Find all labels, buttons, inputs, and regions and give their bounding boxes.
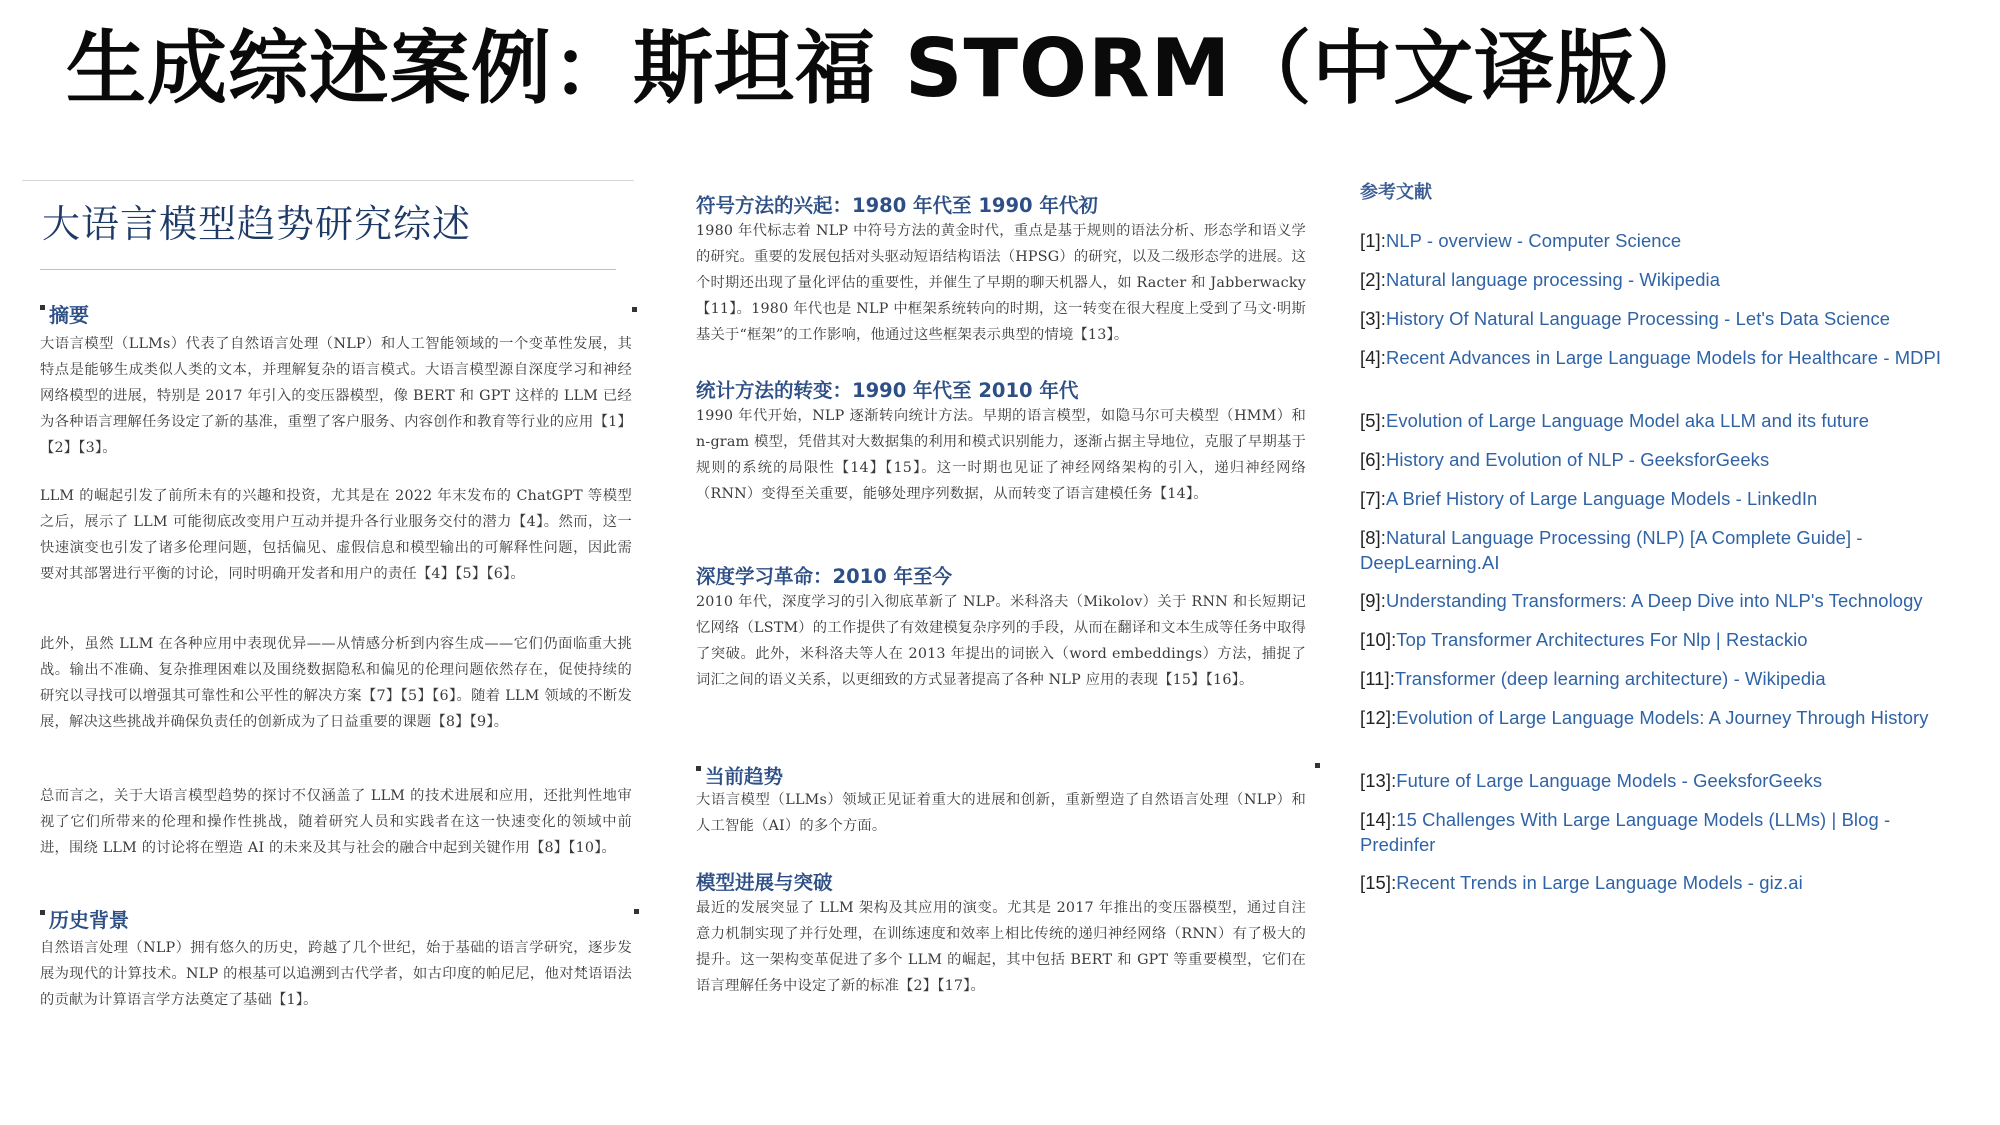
reference-link[interactable]: [3]:History Of Natural Language Processing - Let's Data Science <box>1360 308 1891 329</box>
margin-marker <box>634 909 639 914</box>
reference-link[interactable]: [4]:Recent Advances in Large Language Models for Healthcare - MDPI <box>1360 347 1942 368</box>
document-page-middle <box>692 165 1312 1005</box>
section-heading-statistical: 统计方法的转变：1990 年代至 2010 年代 <box>696 379 1079 402</box>
reference-link[interactable]: [15]:Recent Trends in Large Language Models - giz.ai <box>1360 872 1803 893</box>
margin-marker <box>632 307 637 312</box>
reference-link[interactable]: [5]:Evolution of Large Language Model aka LLM and its future <box>1360 410 1870 431</box>
abstract-paragraph-1: 大语言模型（LLMs）代表了自然语言处理（NLP）和人工智能领域的一个变革性发展，其特点是能够生成类似人类的文本，并理解复杂的语言模式。大语言模型源自深度学习和神经网络模型的进展，特别是 2017 年引入的变压器模型，像 BERT 和 GPT 这样的 LLM 已经为各种语言理解任务设定了新的基准，重塑了客户服务、内容创作和教育等行业的应用【1】【2】【3】。 <box>40 336 632 456</box>
reference-link[interactable]: [10]:Top Transformer Architectures For Nlp | Restackio <box>1360 629 1808 650</box>
reference-link[interactable]: [7]:A Brief History of Large Language Models - LinkedIn <box>1360 488 1818 509</box>
section-heading-current-trends: 当前趋势 <box>696 761 783 789</box>
reference-link[interactable]: [2]:Natural language processing - Wikipedia <box>1360 269 1721 290</box>
section-paragraph-symbolic: 1980 年代标志着 NLP 中符号方法的黄金时代，重点是基于规则的语法分析、形态学和语义学的研究。重要的发展包括对头驱动短语结构语法（HPSG）的研究，以及二级形态学的进展。这个时期还出现了量化评估的重要性，并催生了早期的聊天机器人，如 Racter 和 Jabberwacky【11】。1980 年代也是 NLP 中框架系统转向的时期，这一转变在很大程度上受到了马文·明斯基关于“框架”的工作影响，他通过这些框架表示典型的情境【13】。 <box>696 223 1306 343</box>
section-paragraph-model-progress: 最近的发展突显了 LLM 架构及其应用的演变。尤其是 2017 年推出的变压器模型，通过自注意力机制实现了并行处理，在训练速度和效率上相比传统的递归神经网络（RNN）有了极大的提升。这一架构变革促进了多个 LLM 的崛起，其中包括 BERT 和 GPT 等重要模型，它们在语言理解任务中设定了新的标准【2】【17】。 <box>696 900 1306 994</box>
section-heading-symbolic: 符号方法的兴起：1980 年代至 1990 年代初 <box>696 194 1098 217</box>
reference-link[interactable]: [9]:Understanding Transformers: A Deep Dive into NLP's Technology <box>1360 590 1923 611</box>
section-paragraph-current-trends: 大语言模型（LLMs）领域正见证着重大的进展和创新，重新塑造了自然语言处理（NLP）和人工智能（AI）的多个方面。 <box>696 792 1306 834</box>
document-title: 大语言模型趋势研究综述 <box>42 202 472 246</box>
reference-link[interactable]: [12]:Evolution of Large Language Models: A Journey Through History <box>1360 707 1929 728</box>
document-page-left <box>22 180 634 1023</box>
section-heading-deep-learning: 深度学习革命：2010 年至今 <box>696 565 953 588</box>
section-marker <box>40 910 45 915</box>
history-heading: 历史背景 <box>40 904 129 933</box>
section-paragraph-deep-learning: 2010 年代，深度学习的引入彻底革新了 NLP。米科洛夫（Mikolov）关于 RNN 和长短期记忆网络（LSTM）的工作提供了有效建模复杂序列的手段，从而在翻译和文本生成等任务中取得了突破。此外，米科洛夫等人在 2013 年提出的词嵌入（word embeddings）方法，捕捉了词汇之间的语义关系，以更细致的方式显著提高了各种 NLP 应用的表现【15】【16】。 <box>696 594 1306 688</box>
slide-title: 生成综述案例：斯坦福 STORM（中文译版） <box>66 22 1718 115</box>
section-paragraph-statistical: 1990 年代开始，NLP 逐渐转向统计方法。早期的语言模型，如隐马尔可夫模型（HMM）和 n-gram 模型，凭借其对大数据集的利用和模式识别能力，逐渐占据主导地位，克服了早期基于规则的系统的局限性【14】【15】。这一时期也见证了神经网络架构的引入，递归神经网络（RNN）变得至关重要，能够处理序列数据，从而转变了语言建模任务【14】。 <box>696 408 1306 502</box>
references-heading: 参考文献 <box>1360 182 1432 203</box>
reference-link[interactable]: [11]:Transformer (deep learning architecture) - Wikipedia <box>1360 668 1826 689</box>
abstract-heading: 摘要 <box>40 299 89 328</box>
title-divider <box>40 269 616 270</box>
reference-link[interactable]: [14]:15 Challenges With Large Language Models (LLMs) | Blog - Predinfer <box>1360 809 1891 855</box>
abstract-paragraph-3: 此外，虽然 LLM 在各种应用中表现优异——从情感分析到内容生成——它们仍面临重大挑战。输出不准确、复杂推理困难以及围绕数据隐私和偏见的伦理问题依然存在，促使持续的研究以寻找可以增强其可靠性和公平性的解决方案【7】【5】【6】。随着 LLM 领域的不断发展，解决这些挑战并确保负责任的创新成为了日益重要的课题【8】【9】。 <box>40 636 632 730</box>
reference-link[interactable]: [6]:History and Evolution of NLP - GeeksforGeeks <box>1360 449 1770 470</box>
section-marker <box>40 305 45 310</box>
reference-link[interactable]: [13]:Future of Large Language Models - GeeksforGeeks <box>1360 770 1823 791</box>
history-paragraph: 自然语言处理（NLP）拥有悠久的历史，跨越了几个世纪，始于基础的语言学研究，逐步发展为现代的计算技术。NLP 的根基可以追溯到古代学者，如古印度的帕尼尼，他对梵语语法的贡献为计算语言学方法奠定了基础【1】。 <box>40 940 632 1008</box>
reference-link[interactable]: [1]:NLP - overview - Computer Science <box>1360 230 1682 251</box>
section-heading-model-progress: 模型进展与突破 <box>696 871 833 894</box>
reference-link[interactable]: [8]:Natural Language Processing (NLP) [A Complete Guide] - DeepLearning.AI <box>1360 527 1863 573</box>
margin-marker <box>1315 763 1320 768</box>
abstract-paragraph-2: LLM 的崛起引发了前所未有的兴趣和投资，尤其是在 2022 年末发布的 ChatGPT 等模型之后，展示了 LLM 可能彻底改变用户互动并提升各行业服务交付的潜力【4】。然而，这一快速演变也引发了诸多伦理问题，包括偏见、虚假信息和模型输出的可解释性问题，因此需要对其部署进行平衡的讨论，同时明确开发者和用户的责任【4】【5】【6】。 <box>40 488 632 582</box>
section-marker <box>696 766 701 771</box>
abstract-paragraph-4: 总而言之，关于大语言模型趋势的探讨不仅涵盖了 LLM 的技术进展和应用，还批判性地审视了它们所带来的伦理和操作性挑战，随着研究人员和实践者在这一快速变化的领域中前进，围绕 LLM 的讨论将在塑造 AI 的未来及其与社会的融合中起到关键作用【8】【10】。 <box>40 788 632 856</box>
